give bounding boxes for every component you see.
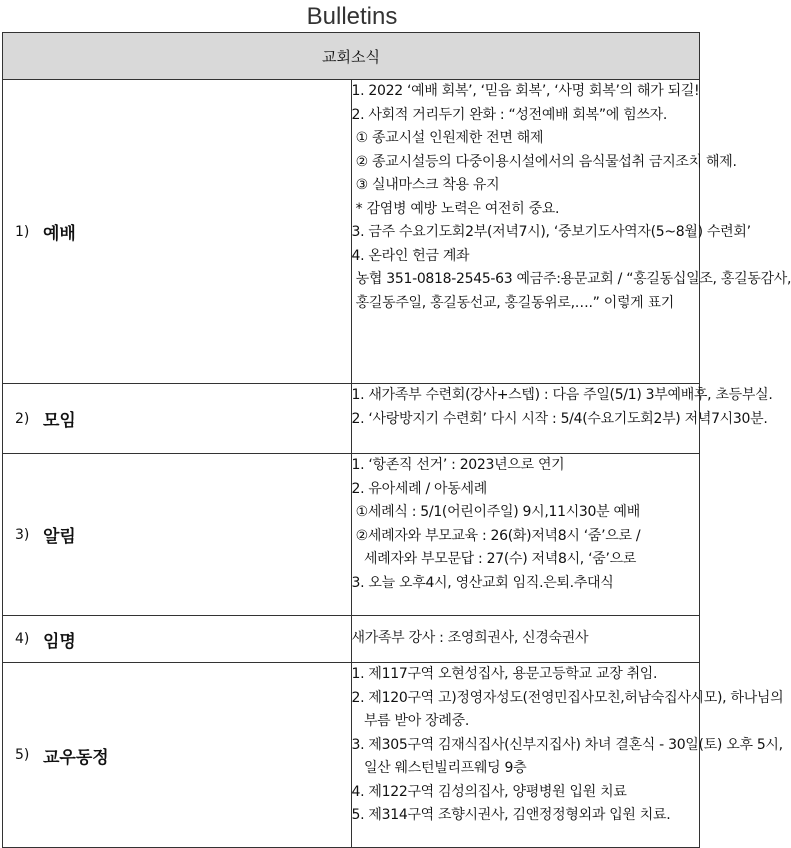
- content-line: 3. 오늘 오후4시, 영산교회 임직.은퇴.추대식: [351, 574, 614, 591]
- content-line: 1. 2022 ‘예배 회복’, ‘믿음 회복’, ‘사명 회복’의 해가 되길!: [351, 83, 700, 99]
- section-number: 5): [15, 747, 30, 763]
- section-label: 예배: [43, 224, 76, 244]
- content-line: 1. 새가족부 수련회(강사+스텝) : 다음 주일(5/1) 3부예배후, 초등부실.: [351, 387, 773, 403]
- section-label-cell: [3, 616, 352, 663]
- content-line: 일산 웨스턴빌리프웨딩 9층: [351, 760, 527, 776]
- content-line: 부름 받아 장례중.: [351, 713, 469, 729]
- section-content: [351, 454, 700, 616]
- content-line: ①세례식 : 5/1(어린이주일) 9시,11시30분 예배: [351, 504, 640, 520]
- content-line: 2. 유아세례 / 아동세례: [351, 480, 487, 497]
- content-line: ②세례자와 부모교육 : 26(화)저녁8시 ‘줌’으로 /: [351, 527, 641, 544]
- section-number: 2): [15, 410, 30, 427]
- bulletin-table: [2, 32, 791, 848]
- section-number: 4): [15, 631, 30, 647]
- content-line: 농협 351-0818-2545-63 예금주:용문교회 / “홍길동십일조, 홍길동감사,: [351, 271, 791, 287]
- table-row: [3, 454, 700, 616]
- section-label: 교우동정: [43, 747, 109, 768]
- section-content: [351, 80, 791, 384]
- section-content: [351, 384, 773, 454]
- table-header: 교회소식: [3, 33, 700, 80]
- content-line: 4. 제122구역 김성의집사, 양평병원 입원 치료: [351, 783, 627, 800]
- section-number: 3): [15, 526, 30, 543]
- content-line: 2. ‘사랑방지기 수련회’ 다시 시작 : 5/4(수요기도회2부) 저녁7시30분.: [351, 410, 768, 427]
- content-line: 1. ‘항존직 선거’ : 2023년으로 연기: [351, 457, 565, 473]
- content-line: ① 종교시설 인원제한 전면 해제: [351, 130, 544, 146]
- section-content: [351, 663, 784, 848]
- section-label-cell: [3, 663, 352, 848]
- section-number: 1): [15, 223, 30, 240]
- section-label-cell: [3, 80, 352, 384]
- content-line: 5. 제314구역 조향시권사, 김앤정정형외과 입원 치료.: [351, 807, 671, 823]
- table-row: [3, 80, 700, 384]
- table-row: [3, 663, 700, 848]
- section-label-cell: [3, 384, 352, 454]
- content-line: 세례자와 부모문답 : 27(수) 저녁8시, ‘줌’으로: [351, 551, 637, 567]
- content-line: ② 종교시설등의 다중이용시설에서의 음식물섭취 금지조치 해제.: [351, 153, 737, 170]
- content-line: 1. 제117구역 오현성집사, 용문고등학교 교장 취임.: [351, 666, 658, 682]
- content-line: ③ 실내마스크 착용 유지: [351, 177, 500, 193]
- section-label-cell: [3, 454, 352, 616]
- content-line: 홍길동주일, 홍길동선교, 홍길동위로,….” 이렇게 표기: [351, 294, 674, 311]
- section-label: 임명: [43, 631, 76, 652]
- section-content: [351, 616, 700, 663]
- content-line: 4. 온라인 헌금 계좌: [351, 247, 470, 264]
- content-line: 새가족부 강사 : 조영희권사, 신경숙권사: [351, 630, 589, 647]
- section-label: 모임: [43, 411, 76, 431]
- section-label: 알림: [43, 527, 76, 547]
- content-line: 2. 제120구역 고)정영자성도(전영민집사모친,허남숙집사시모), 하나님의: [351, 689, 784, 706]
- table-row: [3, 616, 700, 663]
- content-line: 3. 금주 수요기도회2부(저녁7시), ‘중보기도사역자(5~8월) 수련회’: [351, 224, 751, 240]
- content-line: 3. 제305구역 김재식집사(신부지집사) 차녀 결혼식 - 30일(토) 오후 5시,: [351, 736, 783, 753]
- content-line: * 감염병 예방 노력은 여전히 중요.: [351, 200, 560, 217]
- table-row: [3, 384, 700, 454]
- page-title: Bulletins: [306, 3, 398, 30]
- content-line: 2. 사회적 거리두기 완화 : “성전예배 회복”에 힘쓰자.: [351, 106, 668, 123]
